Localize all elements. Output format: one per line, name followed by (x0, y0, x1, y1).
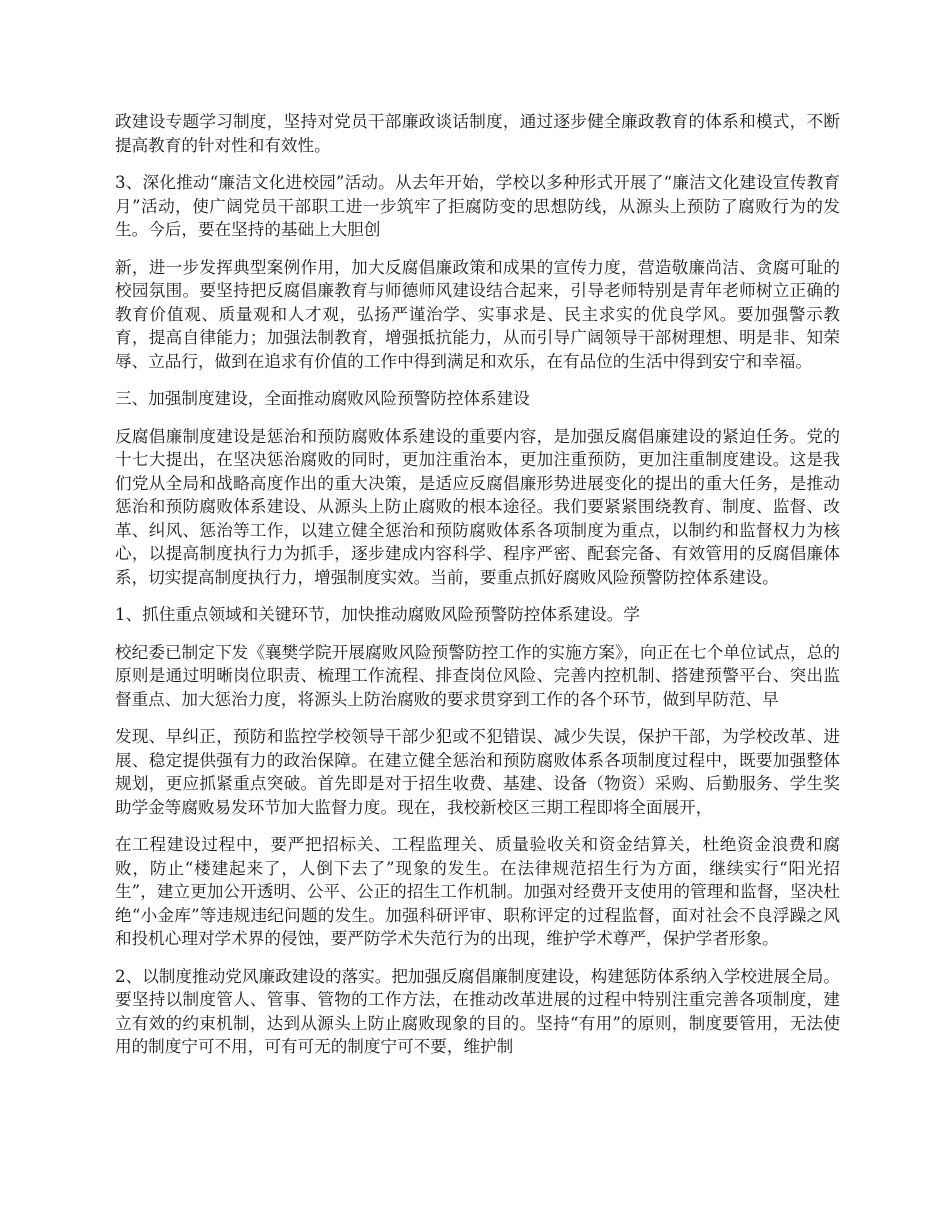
paragraph-10: 2、以制度推动党风廉政建设的落实。把加强反腐倡廉制度建设，构建惩防体系纳入学校进展全局。要坚持以制度管人、管事、管物的工作方法，在推动改革进展的过程中特别注重完善各项制度，建立有效的约束机制，达到从源头上防止腐败现象的目的。坚持“有用”的原则，制度要管用，无法使用的制度宁可不用，可有可无的制度宁可不要，维护制 (115, 966, 840, 1056)
paragraph-3: 新，进一步发挥典型案例作用，加大反腐倡廉政策和成果的宣传力度，营造敬廉尚洁、贪腐可耻的校园氛围。要坚持把反腐倡廉教育与师德师风建设结合起来，引导老师特别是青年老师树立正确的教育价值观、质量观和人才观，弘扬严谨治学、实事求是、民主求实的优良学风。要加强警示教育，提高自律能力；加强法制教育，增强抵抗能力，从而引导广阔领导干部树理想、明是非、知荣辱、立品行，做到在追求有价值的工作中得到满足和欢乐，在有品位的生活中得到安宁和幸福。 (115, 257, 840, 371)
paragraph-6: 1、抓住重点领域和关键环节，加快推动腐败风险预警防控体系建设。学 (115, 605, 640, 624)
paragraph-8: 发现、早纠正，预防和监控学校领导干部少犯或不犯错误、减少失误，保护干部，为学校改革、进展、稳定提供强有力的政治保障。在建立健全惩治和预防腐败体系各项制度过程中，既要加强整体规划，更应抓紧重点突破。首先即是对于招生收费、基建、设备（物资）采购、后勤服务、学生奖助学金等腐败易发环节加大监督力度。现在，我校新校区三期工程即将全面展开， (115, 727, 840, 817)
section-heading: 三、加强制度建设，全面推动腐败风险预警防控体系建设 (115, 389, 530, 408)
paragraph-2: 3、深化推动“廉洁文化进校园”活动。从去年开始，学校以多种形式开展了“廉洁文化建设宣传教育月”活动，使广阔党员干部职工进一步筑牢了拒腐防变的思想防线，从源头上预防了腐败行为的发生。今后，要在坚持的基础上大胆创 (115, 173, 840, 239)
paragraph-1: 政建设专题学习制度，坚持对党员干部廉政谈话制度，通过逐步健全廉政教育的体系和模式，不断提高教育的针对性和有效性。 (115, 112, 840, 155)
paragraph-9: 在工程建设过程中，要严把招标关、工程监理关、质量验收关和资金结算关，杜绝资金浪费和腐败，防止“楼建起来了，人倒下去了”现象的发生。在法律规范招生行为方面，继续实行“阳光招生”，建立更加公开透明、公平、公正的招生工作机制。加强对经费开支使用的管理和监督，坚决杜绝“小金库”等违规违纪问题的发生。加强科研评审、职称评定的过程监督，面对社会不良浮躁之风和投机心理对学术界的侵蚀，要严防学术失范行为的出现，维护学术尊严，保护学者形象。 (115, 835, 840, 948)
paragraph-5: 反腐倡廉制度建设是惩治和预防腐败体系建设的重要内容，是加强反腐倡廉建设的紧迫任务。党的十七大提出，在坚决惩治腐败的同时，更加注重治本，更加注重预防，更加注重制度建设。这是我们党从全局和战略高度作出的重大决策，是适应反腐倡廉形势进展变化的提出的重大任务，是推动惩治和预防腐败体系建设、从源头上防止腐败的根本途径。我们要紧紧围绕教育、制度、监督、改革、纠风、惩治等工作，以建立健全惩治和预防腐败体系各项制度为重点，以制约和监督权力为核心，以提高制度执行力为抓手，逐步建成内容科学、程序严密、配套完备、有效管用的反腐倡廉体系，切实提高制度执行力，增强制度实效。当前，要重点抓好腐败风险预警防控体系建设。 (115, 426, 840, 587)
paragraph-7: 校纪委已制定下发《襄樊学院开展腐败风险预警防控工作的实施方案》，向正在七个单位试点，总的原则是通过明晰岗位职责、梳理工作流程、排查岗位风险、完善内控机制、搭建预警平台、突出监督重点、加大惩治力度，将源头上防治腐败的要求贯穿到工作的各个环节，做到早防范、早 (115, 642, 840, 709)
document-page (115, 110, 840, 1073)
